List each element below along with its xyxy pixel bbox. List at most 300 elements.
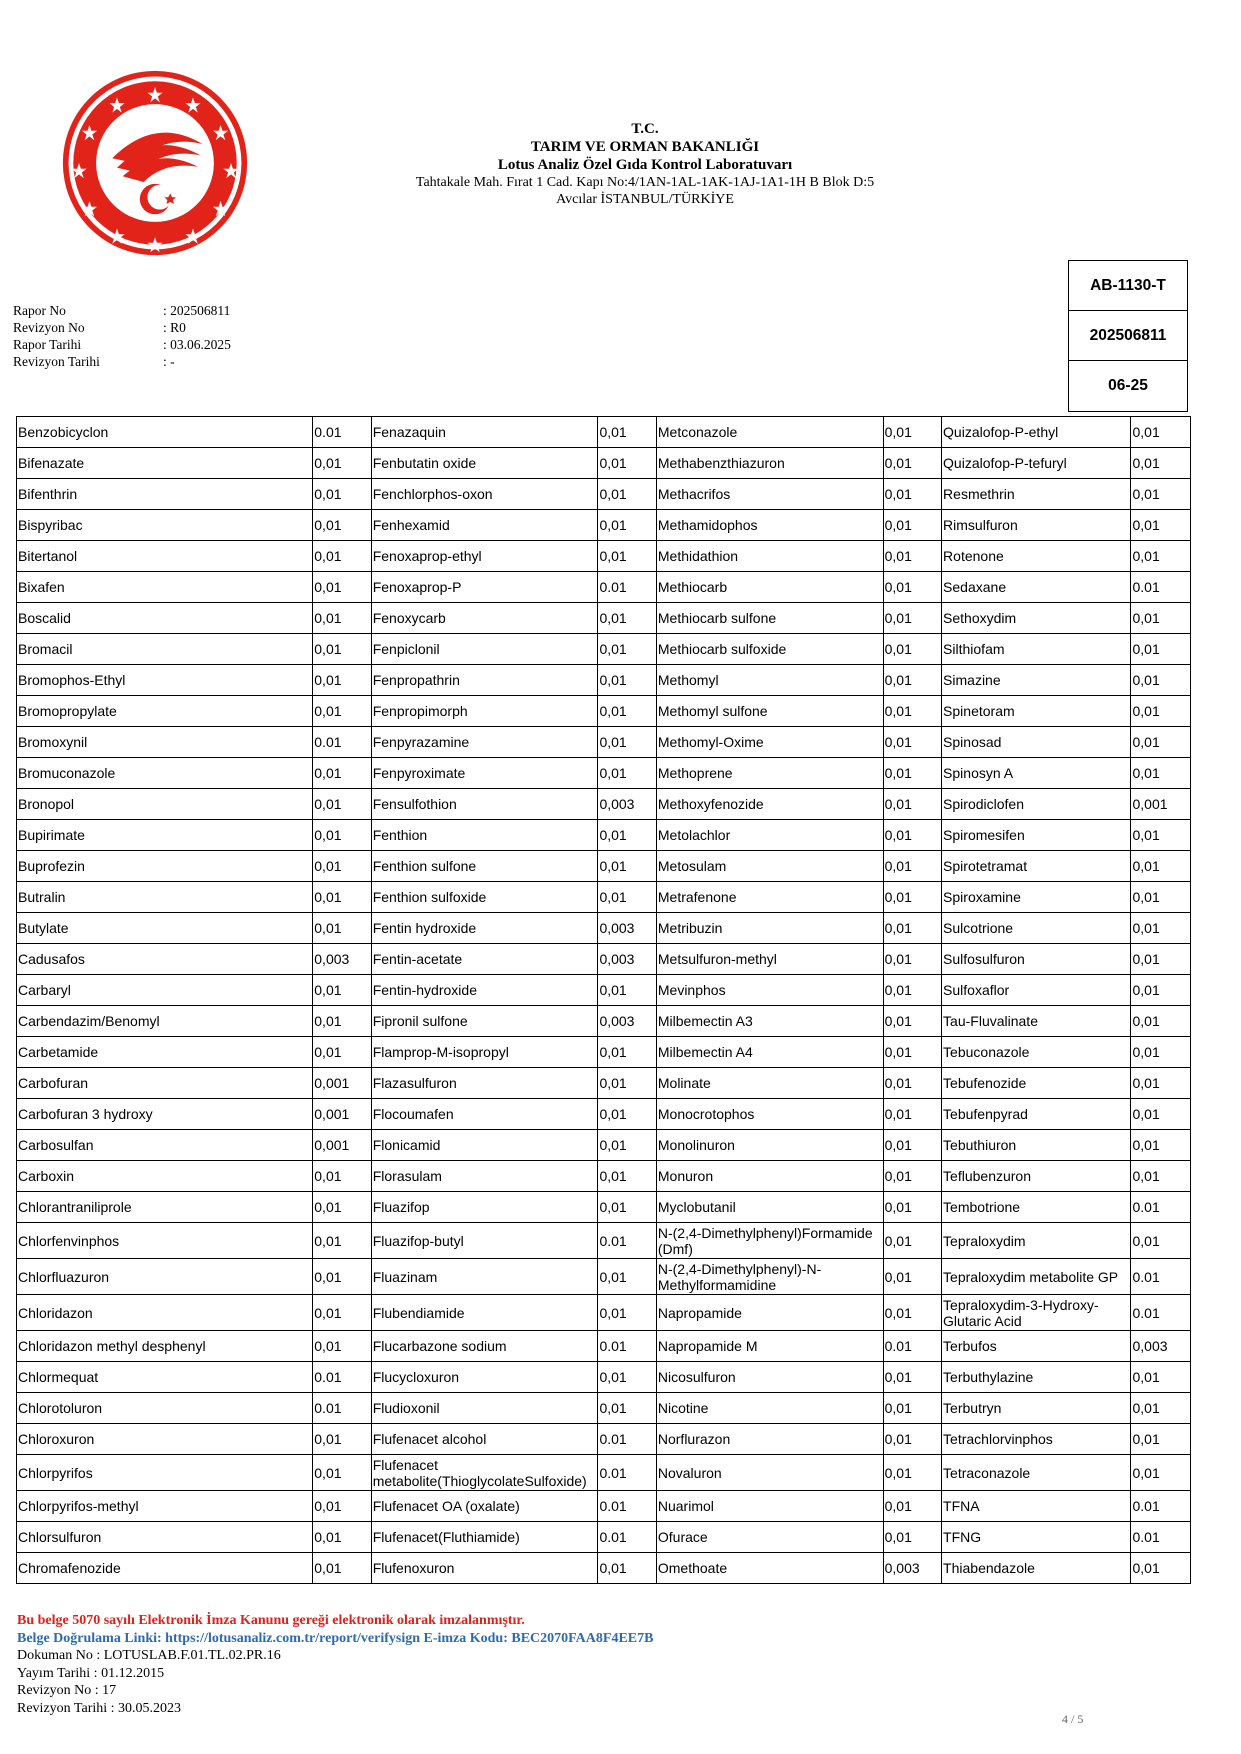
lod-value-cell: 0,01: [883, 510, 941, 541]
lod-value-cell: 0,01: [598, 1295, 656, 1331]
lod-value-cell: 0,01: [313, 665, 371, 696]
revision-date: Revizyon Tarihi : 30.05.2023: [17, 1700, 182, 1716]
lod-value-cell: 0,01: [313, 1192, 371, 1223]
table-row: [17, 1331, 1191, 1362]
analyte-name-cell: Methiocarb: [656, 572, 883, 603]
analyte-name-cell: Flonicamid: [371, 1130, 598, 1161]
analyte-name-cell: Simazine: [942, 665, 1131, 696]
table-row: [17, 1192, 1191, 1223]
analyte-name-cell: N-(2,4-Dimethylphenyl)-N-Methylformamidine: [656, 1259, 883, 1295]
lod-value-cell: 0,01: [313, 1331, 371, 1362]
lod-value-cell: 0,01: [598, 665, 656, 696]
table-row: [17, 603, 1191, 634]
lod-value-cell: 0,01: [313, 572, 371, 603]
analyte-name-cell: Monocrotophos: [656, 1099, 883, 1130]
analyte-name-cell: Bitertanol: [17, 541, 313, 572]
lod-value-cell: 0,01: [1131, 851, 1191, 882]
analyte-name-cell: Fentin-acetate: [371, 944, 598, 975]
analyte-name-cell: Butylate: [17, 913, 313, 944]
analyte-name-cell: Tetrachlorvinphos: [942, 1424, 1131, 1455]
table-row: [17, 820, 1191, 851]
analyte-name-cell: Myclobutanil: [656, 1192, 883, 1223]
lod-value-cell: 0,01: [598, 851, 656, 882]
lod-value-cell: 0,01: [883, 913, 941, 944]
lod-value-cell: 0,01: [313, 603, 371, 634]
table-row: [17, 448, 1191, 479]
lod-value-cell: 0,01: [883, 851, 941, 882]
analyte-name-cell: Fensulfothion: [371, 789, 598, 820]
analyte-name-cell: Tebufenpyrad: [942, 1099, 1131, 1130]
analyte-name-cell: Chlorsulfuron: [17, 1522, 313, 1553]
lod-value-cell: 0,01: [883, 541, 941, 572]
analyte-name-cell: Teflubenzuron: [942, 1161, 1131, 1192]
lod-value-cell: 0.01: [1131, 1192, 1191, 1223]
lod-value-cell: 0.01: [883, 1331, 941, 1362]
table-row: [17, 1491, 1191, 1522]
analyte-name-cell: Flufenacet OA (oxalate): [371, 1491, 598, 1522]
analyte-name-cell: Flocoumafen: [371, 1099, 598, 1130]
lod-value-cell: 0,01: [598, 1161, 656, 1192]
header-lab-name: Lotus Analiz Özel Gıda Kontrol Laboratuvarı: [497, 157, 793, 173]
meta-label: Revizyon Tarihi: [13, 354, 100, 369]
lod-value-cell: 0,01: [883, 696, 941, 727]
lod-value-cell: 0,01: [313, 789, 371, 820]
analyte-name-cell: Nuarimol: [656, 1491, 883, 1522]
lod-value-cell: 0,01: [598, 1192, 656, 1223]
analyte-name-cell: Carboxin: [17, 1161, 313, 1192]
report-meta: [13, 302, 231, 370]
meta-value: : 03.06.2025: [163, 337, 231, 352]
lod-value-cell: 0,01: [1131, 603, 1191, 634]
lod-value-cell: 0,01: [1131, 727, 1191, 758]
analyte-name-cell: Fluazinam: [371, 1259, 598, 1295]
analyte-name-cell: Spiromesifen: [942, 820, 1131, 851]
lod-value-cell: 0,01: [1131, 696, 1191, 727]
lod-value-cell: 0,01: [1131, 1099, 1191, 1130]
lod-value-cell: 0,01: [883, 1491, 941, 1522]
analyte-name-cell: Sulcotrione: [942, 913, 1131, 944]
lod-value-cell: 0,01: [598, 510, 656, 541]
lod-value-cell: 0,01: [598, 882, 656, 913]
table-row: [17, 541, 1191, 572]
lod-value-cell: 0,01: [883, 1393, 941, 1424]
analyte-name-cell: Fenpropimorph: [371, 696, 598, 727]
analyte-name-cell: Methidathion: [656, 541, 883, 572]
lod-value-cell: 0,01: [883, 1161, 941, 1192]
meta-value: : R0: [163, 320, 186, 335]
lod-value-cell: 0.01: [598, 572, 656, 603]
analyte-name-cell: Tau-Fluvalinate: [942, 1006, 1131, 1037]
table-row: [17, 882, 1191, 913]
analyte-name-cell: Sulfosulfuron: [942, 944, 1131, 975]
table-row: [17, 634, 1191, 665]
analyte-name-cell: TFNA: [942, 1491, 1131, 1522]
lod-value-cell: 0,01: [313, 882, 371, 913]
analyte-name-cell: Methomyl sulfone: [656, 696, 883, 727]
lod-value-cell: 0,01: [313, 1295, 371, 1331]
table-row: [17, 944, 1191, 975]
analyte-name-cell: Bixafen: [17, 572, 313, 603]
analyte-name-cell: Bromoxynil: [17, 727, 313, 758]
analyte-name-cell: Boscalid: [17, 603, 313, 634]
analyte-name-cell: Flufenacet(Fluthiamide): [371, 1522, 598, 1553]
analyte-name-cell: Ofurace: [656, 1522, 883, 1553]
lod-value-cell: 0,001: [313, 1099, 371, 1130]
analyte-name-cell: Flufenacet alcohol: [371, 1424, 598, 1455]
lod-value-cell: 0,01: [598, 820, 656, 851]
lod-value-cell: 0,01: [883, 1130, 941, 1161]
table-row: [17, 1362, 1191, 1393]
lod-value-cell: 0,01: [883, 1099, 941, 1130]
lod-value-cell: 0,01: [313, 541, 371, 572]
analyte-name-cell: Tepraloxydim: [942, 1223, 1131, 1259]
lod-value-cell: 0.01: [598, 1522, 656, 1553]
meta-label: Rapor No: [13, 303, 66, 318]
analyte-name-cell: Methacrifos: [656, 479, 883, 510]
analyte-name-cell: Nicotine: [656, 1393, 883, 1424]
header-line-tc: T.C.: [631, 121, 659, 137]
table-row: [17, 1099, 1191, 1130]
table-row: [17, 665, 1191, 696]
lod-value-cell: 0,01: [883, 448, 941, 479]
lod-value-cell: 0,01: [1131, 479, 1191, 510]
analyte-name-cell: Flucycloxuron: [371, 1362, 598, 1393]
analyte-name-cell: Carbofuran: [17, 1068, 313, 1099]
analyte-name-cell: Flubendiamide: [371, 1295, 598, 1331]
analyte-name-cell: TFNG: [942, 1522, 1131, 1553]
table-row: [17, 479, 1191, 510]
lod-value-cell: 0,003: [598, 789, 656, 820]
lod-value-cell: 0.01: [1131, 572, 1191, 603]
lod-value-cell: 0,001: [313, 1130, 371, 1161]
analyte-name-cell: Fenoxaprop-ethyl: [371, 541, 598, 572]
analyte-name-cell: Chlorfenvinphos: [17, 1223, 313, 1259]
lod-value-cell: 0,01: [883, 1455, 941, 1491]
analyte-name-cell: Spirodiclofen: [942, 789, 1131, 820]
lod-value-cell: 0,01: [883, 727, 941, 758]
lod-value-cell: 0,01: [1131, 448, 1191, 479]
lod-value-cell: 0,01: [883, 603, 941, 634]
lod-value-cell: 0.01: [313, 1393, 371, 1424]
table-row: [17, 1223, 1191, 1259]
lod-value-cell: 0,01: [1131, 1393, 1191, 1424]
analyte-name-cell: Fentin-hydroxide: [371, 975, 598, 1006]
analyte-name-cell: Flazasulfuron: [371, 1068, 598, 1099]
lod-value-cell: 0,01: [598, 479, 656, 510]
lod-value-cell: 0,01: [1131, 944, 1191, 975]
lod-value-cell: 0.01: [1131, 1491, 1191, 1522]
analyte-name-cell: Fenthion sulfone: [371, 851, 598, 882]
analyte-name-cell: Spirotetramat: [942, 851, 1131, 882]
analyte-name-cell: Methiocarb sulfone: [656, 603, 883, 634]
lod-value-cell: 0,01: [883, 1006, 941, 1037]
table-row: [17, 417, 1191, 448]
lod-value-cell: 0,01: [883, 634, 941, 665]
analyte-name-cell: Carbaryl: [17, 975, 313, 1006]
header-address: Tahtakale Mah. Fırat 1 Cad. Kapı No:4/1AN-1AL-1AK-1AJ-1A1-1H B Blok D:5: [415, 175, 875, 190]
analyte-name-cell: Chlorotoluron: [17, 1393, 313, 1424]
table-row: [17, 727, 1191, 758]
analyte-name-cell: Methiocarb sulfoxide: [656, 634, 883, 665]
lod-value-cell: 0,01: [313, 820, 371, 851]
table-row: [17, 510, 1191, 541]
lod-value-cell: 0,003: [883, 1553, 941, 1584]
analyte-name-cell: Norflurazon: [656, 1424, 883, 1455]
lod-value-cell: 0,01: [883, 1259, 941, 1295]
lod-value-cell: 0,01: [313, 696, 371, 727]
analyte-name-cell: Butralin: [17, 882, 313, 913]
table-row: [17, 851, 1191, 882]
lod-value-cell: 0.01: [1131, 1295, 1191, 1331]
analyte-name-cell: Metolachlor: [656, 820, 883, 851]
table-row: [17, 1068, 1191, 1099]
analyte-name-cell: Methomyl: [656, 665, 883, 696]
analyte-name-cell: Tembotrione: [942, 1192, 1131, 1223]
lod-value-cell: 0,01: [313, 1223, 371, 1259]
lod-value-cell: 0,01: [1131, 541, 1191, 572]
analyte-name-cell: Resmethrin: [942, 479, 1131, 510]
header-ministry: TARIM VE ORMAN BAKANLIĞI: [530, 139, 760, 155]
analyte-name-cell: Methomyl-Oxime: [656, 727, 883, 758]
analyte-name-cell: Terbufos: [942, 1331, 1131, 1362]
analyte-name-cell: Chloridazon: [17, 1295, 313, 1331]
analyte-name-cell: Tetraconazole: [942, 1455, 1131, 1491]
meta-label: Rapor Tarihi: [13, 337, 82, 352]
analyte-name-cell: Rotenone: [942, 541, 1131, 572]
lod-value-cell: 0,01: [598, 1553, 656, 1584]
lod-value-cell: 0,01: [883, 789, 941, 820]
analyte-name-cell: Fenpiclonil: [371, 634, 598, 665]
lod-value-cell: 0,01: [313, 1522, 371, 1553]
table-row: [17, 975, 1191, 1006]
lod-value-cell: 0,01: [1131, 1037, 1191, 1068]
lod-value-cell: 0.01: [313, 727, 371, 758]
lod-value-cell: 0,003: [313, 944, 371, 975]
revision-number: Revizyon No : 17: [17, 1683, 117, 1698]
table-row: [17, 696, 1191, 727]
analyte-name-cell: Spinosyn A: [942, 758, 1131, 789]
lod-value-cell: 0,01: [883, 665, 941, 696]
report-number-code: 202506811: [1069, 310, 1187, 360]
analyte-name-cell: Chlorantraniliprole: [17, 1192, 313, 1223]
verification-link[interactable]: Belge Doğrulama Linki: https://lotusanaliz.com.tr/report/verifysign E-imza Kodu: BEC2070FAA8F4EE7B: [17, 1630, 654, 1646]
table-row: [17, 913, 1191, 944]
analyte-name-cell: Bromuconazole: [17, 758, 313, 789]
analyte-name-cell: Flucarbazone sodium: [371, 1331, 598, 1362]
lod-value-cell: 0,01: [1131, 1455, 1191, 1491]
analyte-name-cell: Metribuzin: [656, 913, 883, 944]
analyte-name-cell: Bronopol: [17, 789, 313, 820]
analyte-name-cell: Molinate: [656, 1068, 883, 1099]
table-row: [17, 1130, 1191, 1161]
report-code-box: [1068, 260, 1188, 412]
lod-value-cell: 0,01: [313, 975, 371, 1006]
lod-value-cell: 0,01: [598, 727, 656, 758]
lod-value-cell: 0,01: [598, 541, 656, 572]
lod-value-cell: 0.01: [1131, 1522, 1191, 1553]
lod-value-cell: 0,01: [1131, 913, 1191, 944]
analyte-name-cell: Metrafenone: [656, 882, 883, 913]
lod-value-cell: 0,003: [598, 913, 656, 944]
ministry-seal-logo: [60, 68, 250, 258]
analyte-name-cell: Methoprene: [656, 758, 883, 789]
lod-value-cell: 0,01: [1131, 1553, 1191, 1584]
page-number: 4 / 5: [1062, 1712, 1084, 1726]
analyte-name-cell: Chloridazon methyl desphenyl: [17, 1331, 313, 1362]
analyte-name-cell: Metsulfuron-methyl: [656, 944, 883, 975]
lod-value-cell: 0,01: [883, 479, 941, 510]
analyte-name-cell: Novaluron: [656, 1455, 883, 1491]
lod-value-cell: 0,01: [1131, 1424, 1191, 1455]
lod-value-cell: 0,01: [883, 820, 941, 851]
lod-value-cell: 0,01: [883, 1424, 941, 1455]
form-code: AB-1130-T: [1090, 276, 1166, 294]
lod-value-cell: 0,01: [313, 851, 371, 882]
analyte-name-cell: Fenazaquin: [371, 417, 598, 448]
lod-value-cell: 0,01: [313, 1553, 371, 1584]
lod-value-cell: 0.01: [598, 1223, 656, 1259]
lod-value-cell: 0,01: [1131, 634, 1191, 665]
analyte-name-cell: Omethoate: [656, 1553, 883, 1584]
analyte-name-cell: Flufenacet metabolite(ThioglycolateSulfoxide): [371, 1455, 598, 1491]
analyte-name-cell: Benzobicyclon: [17, 417, 313, 448]
analyte-name-cell: Bromopropylate: [17, 696, 313, 727]
table-row: [17, 1455, 1191, 1491]
lod-value-cell: 0,01: [598, 1068, 656, 1099]
lod-value-cell: 0,01: [313, 913, 371, 944]
lod-value-cell: 0,01: [883, 1522, 941, 1553]
analyte-name-cell: Bifenazate: [17, 448, 313, 479]
analyte-name-cell: Fenbutatin oxide: [371, 448, 598, 479]
analyte-name-cell: Silthiofam: [942, 634, 1131, 665]
lod-value-cell: 0,01: [313, 479, 371, 510]
table-row: [17, 1295, 1191, 1331]
lod-value-cell: 0.01: [313, 417, 371, 448]
analyte-name-cell: Nicosulfuron: [656, 1362, 883, 1393]
lod-value-cell: 0,01: [598, 1362, 656, 1393]
lod-value-cell: 0,01: [883, 1068, 941, 1099]
analyte-name-cell: Tepraloxydim metabolite GP: [942, 1259, 1131, 1295]
analyte-name-cell: Methoxyfenozide: [656, 789, 883, 820]
analyte-name-cell: Rimsulfuron: [942, 510, 1131, 541]
analyte-name-cell: Carbofuran 3 hydroxy: [17, 1099, 313, 1130]
lod-value-cell: 0,01: [598, 1037, 656, 1068]
lod-value-cell: 0.01: [1131, 1259, 1191, 1295]
lod-value-cell: 0,01: [598, 603, 656, 634]
analyte-name-cell: Metconazole: [656, 417, 883, 448]
table-row: [17, 1006, 1191, 1037]
analyte-name-cell: Bromacil: [17, 634, 313, 665]
lod-value-cell: 0,01: [598, 1130, 656, 1161]
lod-value-cell: 0,01: [1131, 820, 1191, 851]
lod-value-cell: 0,01: [883, 758, 941, 789]
analyte-name-cell: Mevinphos: [656, 975, 883, 1006]
lod-value-cell: 0.01: [598, 1455, 656, 1491]
analyte-name-cell: Fenoxaprop-P: [371, 572, 598, 603]
analyte-name-cell: Quizalofop-P-tefuryl: [942, 448, 1131, 479]
analyte-name-cell: Tebuconazole: [942, 1037, 1131, 1068]
lod-value-cell: 0,01: [598, 696, 656, 727]
lod-value-cell: 0,01: [313, 1161, 371, 1192]
analyte-name-cell: Bupirimate: [17, 820, 313, 851]
analyte-name-cell: Fentin hydroxide: [371, 913, 598, 944]
analyte-name-cell: N-(2,4-Dimethylphenyl)Formamide (Dmf): [656, 1223, 883, 1259]
lod-value-cell: 0,01: [1131, 1068, 1191, 1099]
analyte-name-cell: Chlorfluazuron: [17, 1259, 313, 1295]
analyte-name-cell: Florasulam: [371, 1161, 598, 1192]
table-row: [17, 1424, 1191, 1455]
lod-value-cell: 0,01: [313, 1037, 371, 1068]
analyte-name-cell: Tebuthiuron: [942, 1130, 1131, 1161]
lod-value-cell: 0,01: [598, 417, 656, 448]
lod-value-cell: 0,01: [883, 572, 941, 603]
analyte-name-cell: Sulfoxaflor: [942, 975, 1131, 1006]
lod-value-cell: 0,01: [598, 1259, 656, 1295]
table-row: [17, 1161, 1191, 1192]
analyte-name-cell: Spinetoram: [942, 696, 1131, 727]
analyte-name-cell: Tebufenozide: [942, 1068, 1131, 1099]
lod-value-cell: 0,01: [313, 1455, 371, 1491]
lod-value-cell: 0.01: [598, 1491, 656, 1522]
analyte-name-cell: Spiroxamine: [942, 882, 1131, 913]
table-row: [17, 789, 1191, 820]
lod-value-cell: 0,01: [313, 758, 371, 789]
analyte-name-cell: Fluazifop-butyl: [371, 1223, 598, 1259]
analyte-name-cell: Methabenzthiazuron: [656, 448, 883, 479]
lod-value-cell: 0,01: [313, 1424, 371, 1455]
analyte-name-cell: Napropamide M: [656, 1331, 883, 1362]
analyte-name-cell: Quizalofop-P-ethyl: [942, 417, 1131, 448]
meta-value: : -: [163, 354, 175, 369]
lod-value-cell: 0,01: [598, 758, 656, 789]
lod-value-cell: 0.01: [598, 1331, 656, 1362]
analyte-name-cell: Chromafenozide: [17, 1553, 313, 1584]
lod-value-cell: 0.01: [313, 1362, 371, 1393]
lod-value-cell: 0,01: [883, 975, 941, 1006]
analyte-name-cell: Sedaxane: [942, 572, 1131, 603]
lod-value-cell: 0,01: [313, 1491, 371, 1522]
analyte-name-cell: Fenpyroximate: [371, 758, 598, 789]
lod-value-cell: 0,01: [598, 448, 656, 479]
lod-value-cell: 0,01: [1131, 1161, 1191, 1192]
lod-value-cell: 0,01: [883, 1295, 941, 1331]
analyte-name-cell: Fenchlorphos-oxon: [371, 479, 598, 510]
lod-value-cell: 0,01: [1131, 1006, 1191, 1037]
analyte-name-cell: Flufenoxuron: [371, 1553, 598, 1584]
analyte-name-cell: Sethoxydim: [942, 603, 1131, 634]
lod-value-cell: 0,01: [598, 975, 656, 1006]
analyte-name-cell: Terbuthylazine: [942, 1362, 1131, 1393]
lod-value-cell: 0,01: [1131, 665, 1191, 696]
table-row: [17, 758, 1191, 789]
analyte-name-cell: Fludioxonil: [371, 1393, 598, 1424]
lod-value-cell: 0,01: [883, 1223, 941, 1259]
lod-value-cell: 0,01: [313, 1006, 371, 1037]
lod-value-cell: 0,003: [598, 1006, 656, 1037]
table-row: [17, 1393, 1191, 1424]
analyte-name-cell: Carbosulfan: [17, 1130, 313, 1161]
analyte-name-cell: Buprofezin: [17, 851, 313, 882]
analyte-name-cell: Terbutryn: [942, 1393, 1131, 1424]
table-row: [17, 1522, 1191, 1553]
document-footer: [17, 1612, 653, 1717]
lod-value-cell: 0,001: [313, 1068, 371, 1099]
analyte-name-cell: Thiabendazole: [942, 1553, 1131, 1584]
lod-value-cell: 0,01: [883, 1037, 941, 1068]
analyte-name-cell: Fipronil sulfone: [371, 1006, 598, 1037]
analyte-name-cell: Fenthion: [371, 820, 598, 851]
analyte-name-cell: Methamidophos: [656, 510, 883, 541]
